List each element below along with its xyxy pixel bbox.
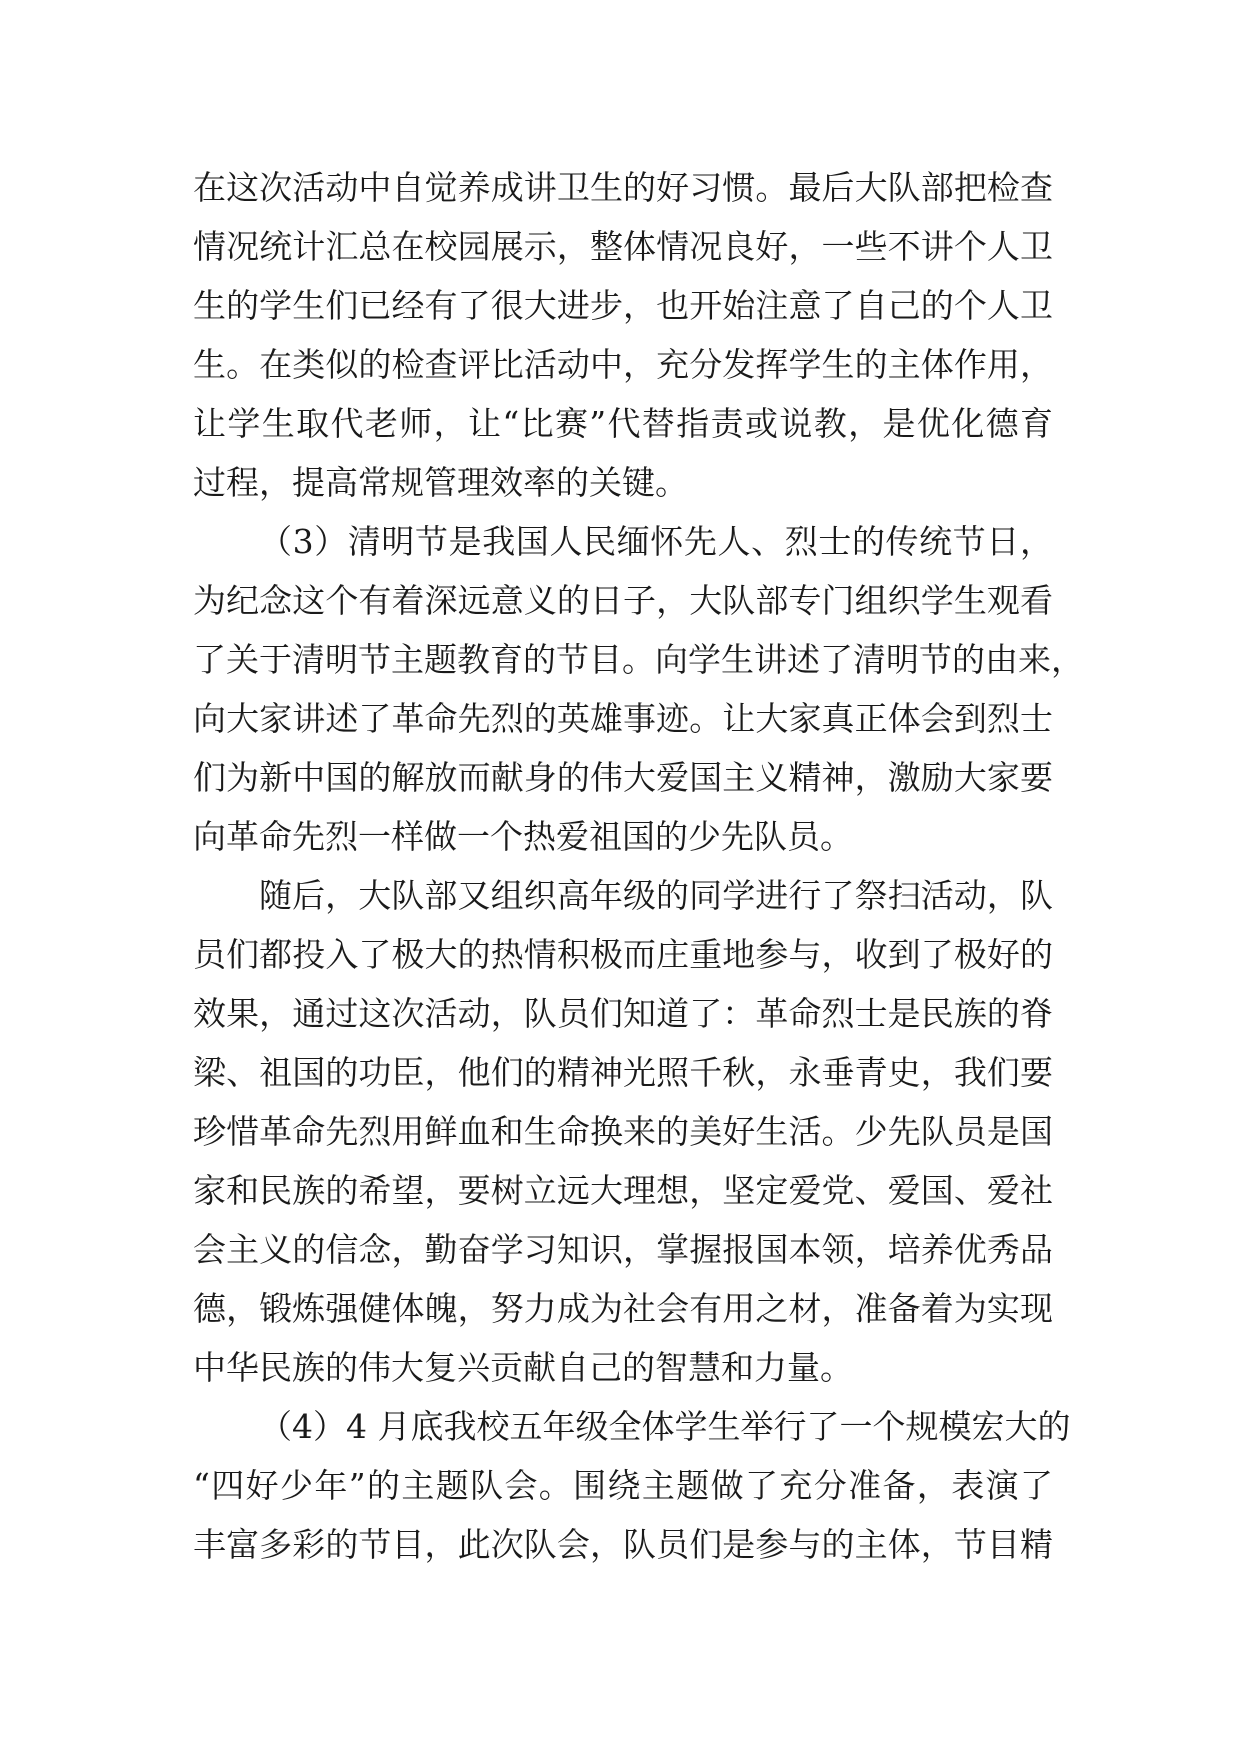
text-line: 效果，通过这次活动，队员们知道了：革命烈士是民族的脊 (193, 994, 1053, 1033)
text-line: （4）4 月底我校五年级全体学生举行了一个规模宏大的 (259, 1407, 1071, 1446)
text-line: “四好少年”的主题队会。围绕主题做了充分准备，表演了 (193, 1466, 1053, 1505)
text-line: 生。在类似的检查评比活动中，充分发挥学生的主体作用， (193, 345, 1053, 384)
text-line: 在这次活动中自觉养成讲卫生的好习惯。最后大队部把检查 (193, 168, 1053, 207)
text-line: 随后，大队部又组织高年级的同学进行了祭扫活动，队 (259, 876, 1053, 915)
paragraph-4 (193, 1397, 1071, 1574)
text-line: 德，锻炼强健体魄，努力成为社会有用之材，准备着为实现 (193, 1289, 1053, 1328)
paragraph-2 (193, 512, 1084, 866)
text-line: 生的学生们已经有了很大进步，也开始注意了自己的个人卫 (193, 286, 1053, 325)
text-line: （3）清明节是我国人民缅怀先人、烈士的传统节日， (259, 522, 1053, 561)
text-line: 情况统计汇总在校园展示，整体情况良好，一些不讲个人卫 (193, 227, 1053, 266)
text-line: 让学生取代老师，让“比赛”代替指责或说教，是优化德育 (193, 404, 1053, 443)
text-line: 丰富多彩的节目，此次队会，队员们是参与的主体，节目精 (193, 1525, 1053, 1564)
text-line: 向大家讲述了革命先烈的英雄事迹。让大家真正体会到烈士 (193, 699, 1053, 738)
text-line: 们为新中国的解放而献身的伟大爱国主义精神，激励大家要 (193, 758, 1053, 797)
text-line: 珍惜革命先烈用鲜血和生命换来的美好生活。少先队员是国 (193, 1112, 1053, 1151)
paragraph-3 (193, 866, 1053, 1397)
text-line: 了关于清明节主题教育的节目。向学生讲述了清明节的由来， (193, 640, 1084, 679)
text-line: 中华民族的伟大复兴贡献自己的智慧和力量。 (193, 1348, 853, 1387)
text-line: 为纪念这个有着深远意义的日子，大队部专门组织学生观看 (193, 581, 1053, 620)
text-line: 会主义的信念，勤奋学习知识，掌握报国本领，培养优秀品 (193, 1230, 1053, 1269)
text-line: 梁、祖国的功臣，他们的精神光照千秋，永垂青史，我们要 (193, 1053, 1053, 1092)
text-line: 向革命先烈一样做一个热爱祖国的少先队员。 (193, 817, 853, 856)
text-line: 员们都投入了极大的热情积极而庄重地参与，收到了极好的 (193, 935, 1053, 974)
paragraph-1 (193, 158, 1053, 512)
text-line: 家和民族的希望，要树立远大理想，坚定爱党、爱国、爱社 (193, 1171, 1053, 1210)
text-line: 过程，提高常规管理效率的关键。 (193, 463, 688, 502)
document-body (193, 158, 1084, 1574)
